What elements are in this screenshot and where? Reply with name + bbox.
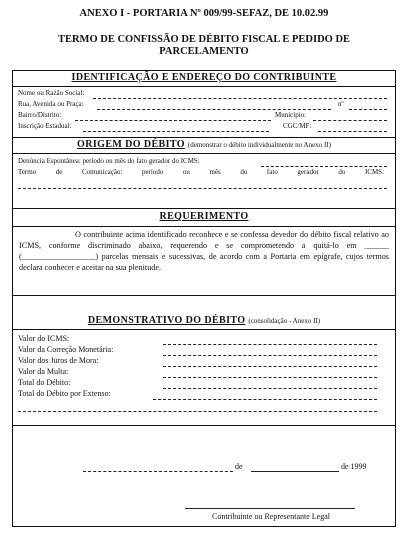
denuncia-label: Denúncia Espontânea: período ou mês do fato gerador do ICMS:	[18, 157, 200, 165]
bairro-label: Bairro/Distrito:	[18, 111, 62, 119]
city-field[interactable]	[83, 471, 233, 472]
requerimento-text: O contribuinte acima identificado reconhece e se confessa devedor do débito fiscal relativo ao ICMS, conforme discriminado abaixo, requerendo e se comprometendo a quitá-lo em ______ (__________________) parcelas mensais e sucessivas, de acordo com a Portaria em epígrafe, cujos termos declara conhecer e aceitar na sua plenitude.	[19, 230, 389, 272]
numero-field[interactable]	[349, 109, 387, 110]
month-field[interactable]	[251, 471, 339, 472]
nome-label: Nome ou Razão Social:	[18, 89, 85, 97]
correcao-label: Valor da Correção Monetária:	[18, 345, 114, 354]
demonstrativo-title: DEMONSTRATIVO DO DÉBITO (consolidação - Anexo II)	[87, 315, 321, 326]
rua-label: Rua, Avenida ou Praça:	[18, 100, 84, 108]
rua-field[interactable]	[97, 109, 331, 110]
extenso-field-1[interactable]	[153, 399, 377, 400]
multa-field[interactable]	[163, 377, 377, 378]
correcao-field[interactable]	[163, 355, 377, 356]
inscricao-label: Inscrição Estadual:	[18, 122, 72, 130]
form-title-line2: PARCELAMENTO	[159, 46, 249, 57]
municipio-field[interactable]	[313, 120, 387, 121]
bairro-field[interactable]	[75, 120, 271, 121]
date-de-label: de	[235, 462, 243, 471]
multa-label: Valor da Multa:	[18, 367, 69, 376]
form-frame	[12, 70, 396, 527]
nome-field[interactable]	[93, 98, 387, 99]
year-label: de 1999	[341, 462, 367, 471]
denuncia-field[interactable]	[261, 166, 387, 167]
juros-label: Valor dos Juros de Mora:	[18, 356, 99, 365]
valor-icms-label: Valor do ICMS:	[18, 334, 70, 343]
cgc-label: CGC/MF:	[283, 122, 312, 130]
requerimento-title: REQUERIMENTO	[159, 211, 249, 222]
juros-field[interactable]	[163, 366, 377, 367]
extenso-field-2[interactable]	[18, 411, 377, 412]
identificacao-title: IDENTIFICAÇÃO E ENDEREÇO DO CONTRIBUINTE	[71, 72, 337, 83]
termo-field[interactable]	[18, 188, 387, 189]
total-field[interactable]	[163, 388, 377, 389]
municipio-label: Município:	[275, 111, 307, 119]
extenso-label: Total do Débito por Extenso:	[18, 389, 111, 398]
form-title-line1: TERMO DE CONFISSÃO DE DÉBITO FISCAL E PEDIDO DE	[57, 34, 351, 45]
signature-line[interactable]	[185, 508, 355, 509]
origem-title: ORIGEM DO DÉBITO (demonstrar o débito individualmente no Anexo II)	[77, 139, 331, 150]
cgc-field[interactable]	[318, 131, 387, 132]
numero-label: nº	[338, 100, 344, 108]
inscricao-field[interactable]	[83, 131, 269, 132]
termo-label: Termo de Comunicação: período ou mês do fato gerador do ICMS:	[18, 168, 384, 176]
total-label: Total do Débito:	[18, 378, 71, 387]
valor-icms-field[interactable]	[163, 344, 377, 345]
annex-heading: ANEXO I - PORTARIA Nº 009/99-SEFAZ, DE 10.02.99	[79, 8, 329, 19]
signature-label: Contribuinte ou Representante Legal	[212, 512, 330, 521]
